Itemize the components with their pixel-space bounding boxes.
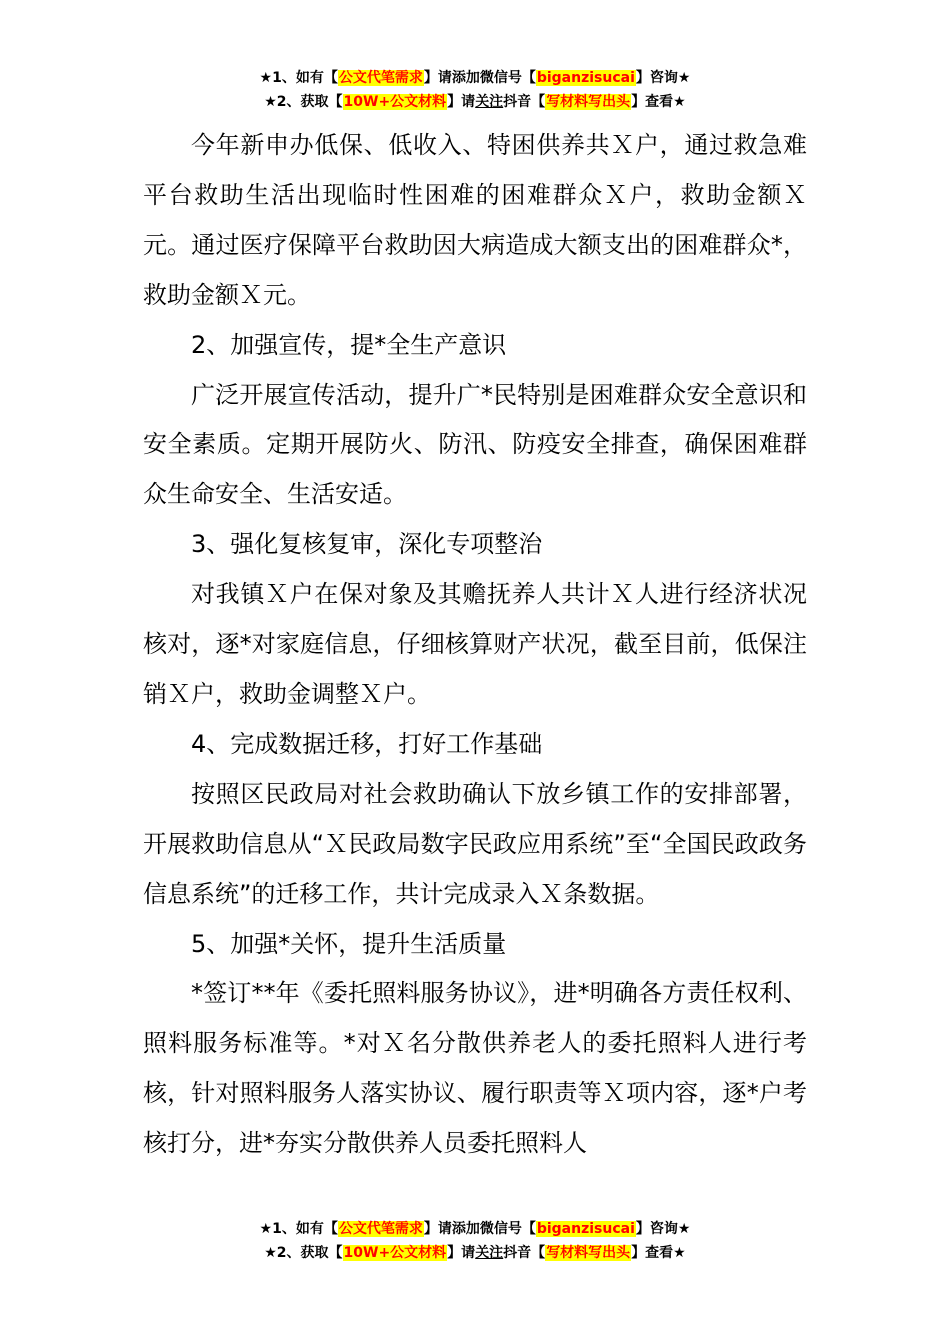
promo-text: 】咨询★ bbox=[635, 1221, 691, 1237]
promo-highlight: 写材料写出头 bbox=[546, 94, 631, 110]
promo-highlight: 公文代笔需求 bbox=[338, 70, 423, 86]
promo-text: ★1、如有【 bbox=[259, 1221, 338, 1237]
promo-text: ★2、获取【 bbox=[264, 1245, 343, 1261]
body-paragraph: 广泛开展宣传活动，提升广*民特别是困难群众安全意识和安全素质。定期开展防火、防汛、防疫安全排查，确保困难群众生命安全、生活安适。 bbox=[143, 380, 807, 509]
promo-highlight: 公文代笔需求 bbox=[338, 1221, 423, 1237]
promo-text: 】查看★ bbox=[631, 94, 686, 110]
promo-text: ★1、如有【 bbox=[259, 70, 338, 86]
promo-line-2 bbox=[0, 1241, 950, 1265]
body-paragraph: *签订**年《委托照料服务协议》，进*明确各方责任权利、照料服务标准等。*对Ｘ名分散供养老人的委托照料人进行考核，针对照料服务人落实协议、履行职责等Ｘ项内容，逐*户考核打分，进*夯实分散供养人员委托照料人 bbox=[143, 979, 807, 1158]
promo-text: 】咨询★ bbox=[635, 70, 691, 86]
promo-text: ★2、获取【 bbox=[264, 94, 343, 110]
body-paragraph: 按照区民政局对社会救助确认下放乡镇工作的安排部署，开展救助信息从“Ｘ民政局数字民政应用系统”至“全国民政政务信息系统”的迁移工作，共计完成录入Ｘ条数据。 bbox=[143, 779, 807, 908]
footer-promo-banner bbox=[0, 1217, 950, 1265]
promo-line-1 bbox=[0, 1217, 950, 1241]
header-promo-banner bbox=[0, 66, 950, 114]
document-body bbox=[143, 121, 807, 1169]
promo-text: 】请 bbox=[447, 1245, 476, 1261]
promo-highlight: 10W+公文材料 bbox=[343, 94, 447, 110]
promo-highlight: biganzisucai bbox=[536, 70, 635, 86]
section-heading: 3、强化复核复审，深化专项整治 bbox=[191, 530, 543, 559]
section-heading: 2、加强宣传，提*全生产意识 bbox=[191, 330, 507, 359]
promo-line-1 bbox=[0, 66, 950, 90]
promo-text: 】请 bbox=[447, 94, 476, 110]
promo-text: 】请添加微信号【 bbox=[423, 1221, 536, 1237]
section-heading: 5、加强*关怀，提升生活质量 bbox=[191, 929, 507, 958]
section-heading: 4、完成数据迁移，打好工作基础 bbox=[191, 729, 543, 758]
promo-highlight: biganzisucai bbox=[536, 1221, 635, 1237]
body-paragraph: 今年新申办低保、低收入、特困供养共Ｘ户，通过救急难平台救助生活出现临时性困难的困难群众Ｘ户，救助金额Ｘ元。通过医疗保障平台救助因大病造成大额支出的困难群众*，救助金额Ｘ元。 bbox=[143, 131, 807, 309]
promo-highlight: 10W+公文材料 bbox=[343, 1245, 447, 1261]
promo-text: 】请添加微信号【 bbox=[423, 70, 536, 86]
promo-highlight: 写材料写出头 bbox=[546, 1245, 631, 1261]
promo-text: 抖音【 bbox=[503, 1245, 546, 1261]
promo-line-2 bbox=[0, 90, 950, 114]
promo-underlined-text: 关注 bbox=[475, 1245, 504, 1261]
promo-text: 】查看★ bbox=[631, 1245, 686, 1261]
promo-text: 抖音【 bbox=[503, 94, 546, 110]
body-paragraph: 对我镇Ｘ户在保对象及其赡抚养人共计Ｘ人进行经济状况核对，逐*对家庭信息，仔细核算财产状况，截至目前，低保注销Ｘ户，救助金调整Ｘ户。 bbox=[143, 580, 807, 708]
promo-underlined-text: 关注 bbox=[475, 94, 504, 110]
